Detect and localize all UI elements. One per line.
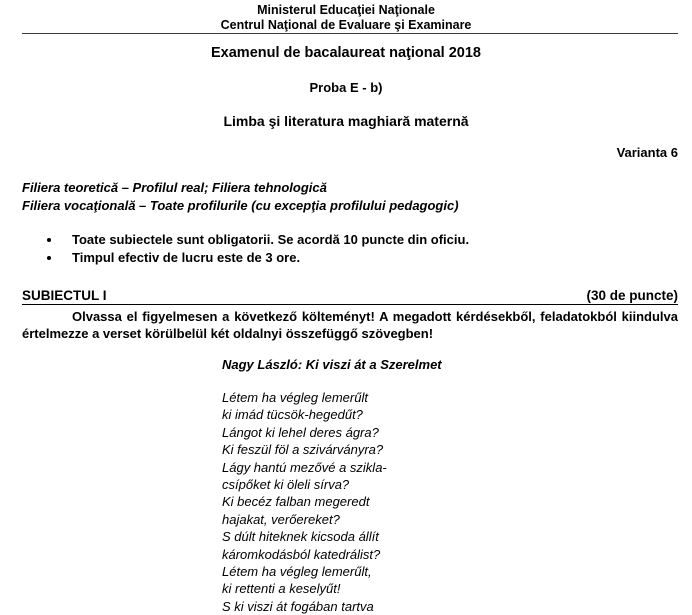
task-instruction bbox=[22, 308, 678, 342]
filiera-line-1: Filiera teoretică – Profilul real; Filiera tehnologică bbox=[22, 180, 327, 195]
poem-line: S ki viszi át fogában tartva bbox=[222, 598, 374, 614]
filiera-line-2: Filiera vocaţională – Toate profilurile (cu excepţia profilului pedagogic) bbox=[22, 198, 459, 213]
subject-title: Limba şi literatura maghiară maternă bbox=[223, 113, 469, 129]
subiect-label: SUBIECTUL I bbox=[22, 288, 107, 303]
poem-line: ki rettenti a keselyűt! bbox=[222, 581, 341, 597]
poem-body bbox=[222, 389, 522, 615]
poem-line: Lágy hantú mezővé a szikla- bbox=[222, 459, 387, 475]
list-item bbox=[0, 231, 692, 249]
subiect-points: (30 de puncte) bbox=[586, 288, 678, 303]
ministry-line: Ministerul Educaţiei Naţionale bbox=[257, 3, 435, 17]
poem-line: S dúlt hiteknek kicsoda állít bbox=[222, 529, 379, 545]
poem-line: káromkodásból katedrálist? bbox=[222, 546, 381, 562]
list-item bbox=[0, 249, 692, 267]
poem-line: Létem ha végleg lemerűlt, bbox=[222, 564, 372, 580]
poem-line: ki imád tücsök-hegedűt? bbox=[222, 407, 363, 423]
header-divider bbox=[22, 33, 678, 34]
subiect-heading bbox=[22, 288, 678, 305]
bullet-icon bbox=[47, 256, 51, 260]
proba-label: Proba E - b) bbox=[309, 80, 383, 95]
poem-line: Ki feszül föl a szivárványra? bbox=[222, 442, 384, 458]
poem-line: csípőket ki öleli sírva? bbox=[222, 477, 350, 493]
list-item-text: Timpul efectiv de lucru este de 3 ore. bbox=[72, 250, 301, 265]
document-header bbox=[0, 3, 692, 33]
poem-line: Létem ha végleg lemerűlt bbox=[222, 390, 368, 405]
poem-line: hajakat, verőereket? bbox=[222, 511, 340, 527]
list-item-text: Toate subiectele sunt obligatorii. Se acordă 10 puncte din oficiu. bbox=[72, 232, 470, 247]
instructions-list bbox=[0, 231, 692, 267]
poem-line: Ki becéz falban megeredt bbox=[222, 494, 370, 510]
exam-title: Examenul de bacalaureat naţional 2018 bbox=[211, 45, 481, 61]
bullet-icon bbox=[47, 238, 51, 242]
poem-title: Nagy László: Ki viszi át a Szerelmet bbox=[222, 357, 442, 372]
task-instruction-text: Olvassa el figyelmesen a következő költeményt! A megadott kérdésekből, feladatokból kiindulva értelmezze a verset körülbelül két oldalnyi összefüggő szövegben! bbox=[22, 309, 678, 341]
variant-label: Varianta 6 bbox=[616, 145, 678, 160]
center-line: Centrul Naţional de Evaluare şi Examinare bbox=[220, 18, 472, 32]
filiera-block bbox=[22, 179, 662, 215]
poem-line: Lángot ki lehel deres ágra? bbox=[222, 424, 379, 440]
